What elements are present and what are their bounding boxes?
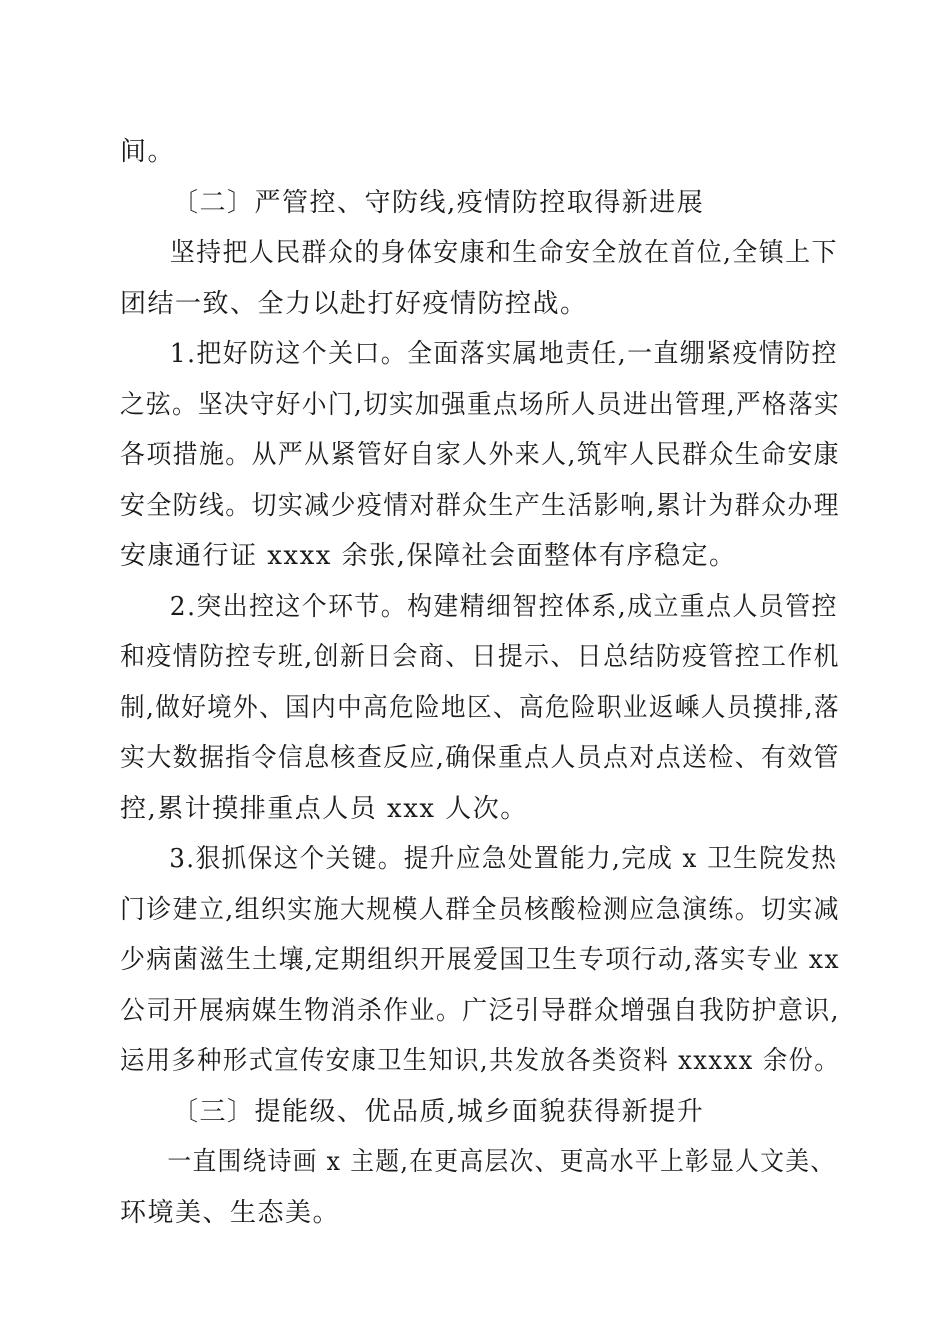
text-line: 制,做好境外、国内中高危险地区、高危险职业返嵊人员摸排,落: [120, 692, 840, 723]
text-line: 安康通行证 xxxx 余张,保障社会面整体有序稳定。: [120, 541, 737, 571]
text-line: 公司开展病媒生物消杀作业。广泛引导群众增强自我防护意识,: [120, 995, 840, 1026]
text-line: 之弦。坚决守好小门,切实加强重点场所人员进出管理,严格落实: [120, 389, 840, 420]
text-line: 少病菌滋生土壤,定期组织开展爱国卫生专项行动,落实专业 xx: [120, 945, 840, 975]
text-line: 1.把好防这个关口。全面落实属地责任,一直绷紧疫情防控: [169, 339, 838, 369]
text-line: 门诊建立,组织实施大规模人群全员核酸检测应急演练。切实减: [120, 894, 840, 925]
text-line: 和疫情防控专班,创新日会商、日提示、日总结防疫管控工作机: [120, 642, 840, 672]
text-line: 3.狠抓保这个关键。提升应急处置能力,完成 x 卫生院发热: [169, 844, 838, 874]
text-line: 2.突出控这个环节。构建精细智控体系,成立重点人员管控: [169, 591, 838, 622]
text-line: 各项措施。从严从紧管好自家人外来人,筑牢人民群众生命安康: [120, 440, 840, 470]
text-line: 团结一致、全力以赴打好疫情防控战。: [120, 288, 588, 319]
text-line: 坚持把人民群众的身体安康和生命安全放在首位,全镇上下: [169, 238, 838, 268]
text-line: 实大数据指令信息核查反应,确保重点人员点对点送检、有效管: [120, 743, 840, 773]
text-line: 一直围绕诗画 x 主题,在更高层次、更高水平上彰显人文美、: [167, 1147, 836, 1177]
text-line: 间。: [120, 137, 176, 167]
text-line: 运用多种形式宣传安康卫生知识,共发放各类资料 xxxxx 余份。: [120, 1046, 840, 1076]
document-body: [120, 127, 840, 1238]
text-line: 控,累计摸排重点人员 xxx 人次。: [120, 793, 528, 824]
text-line: 安全防线。切实减少疫情对群众生产生活影响,累计为群众办理: [120, 490, 840, 521]
section-heading: 〔三〕提能级、优品质,城乡面貌获得新提升: [172, 1096, 705, 1127]
section-heading: 〔二〕严管控、守防线,疫情防控取得新进展: [172, 187, 705, 218]
text-line: 环境美、生态美。: [120, 1197, 341, 1228]
